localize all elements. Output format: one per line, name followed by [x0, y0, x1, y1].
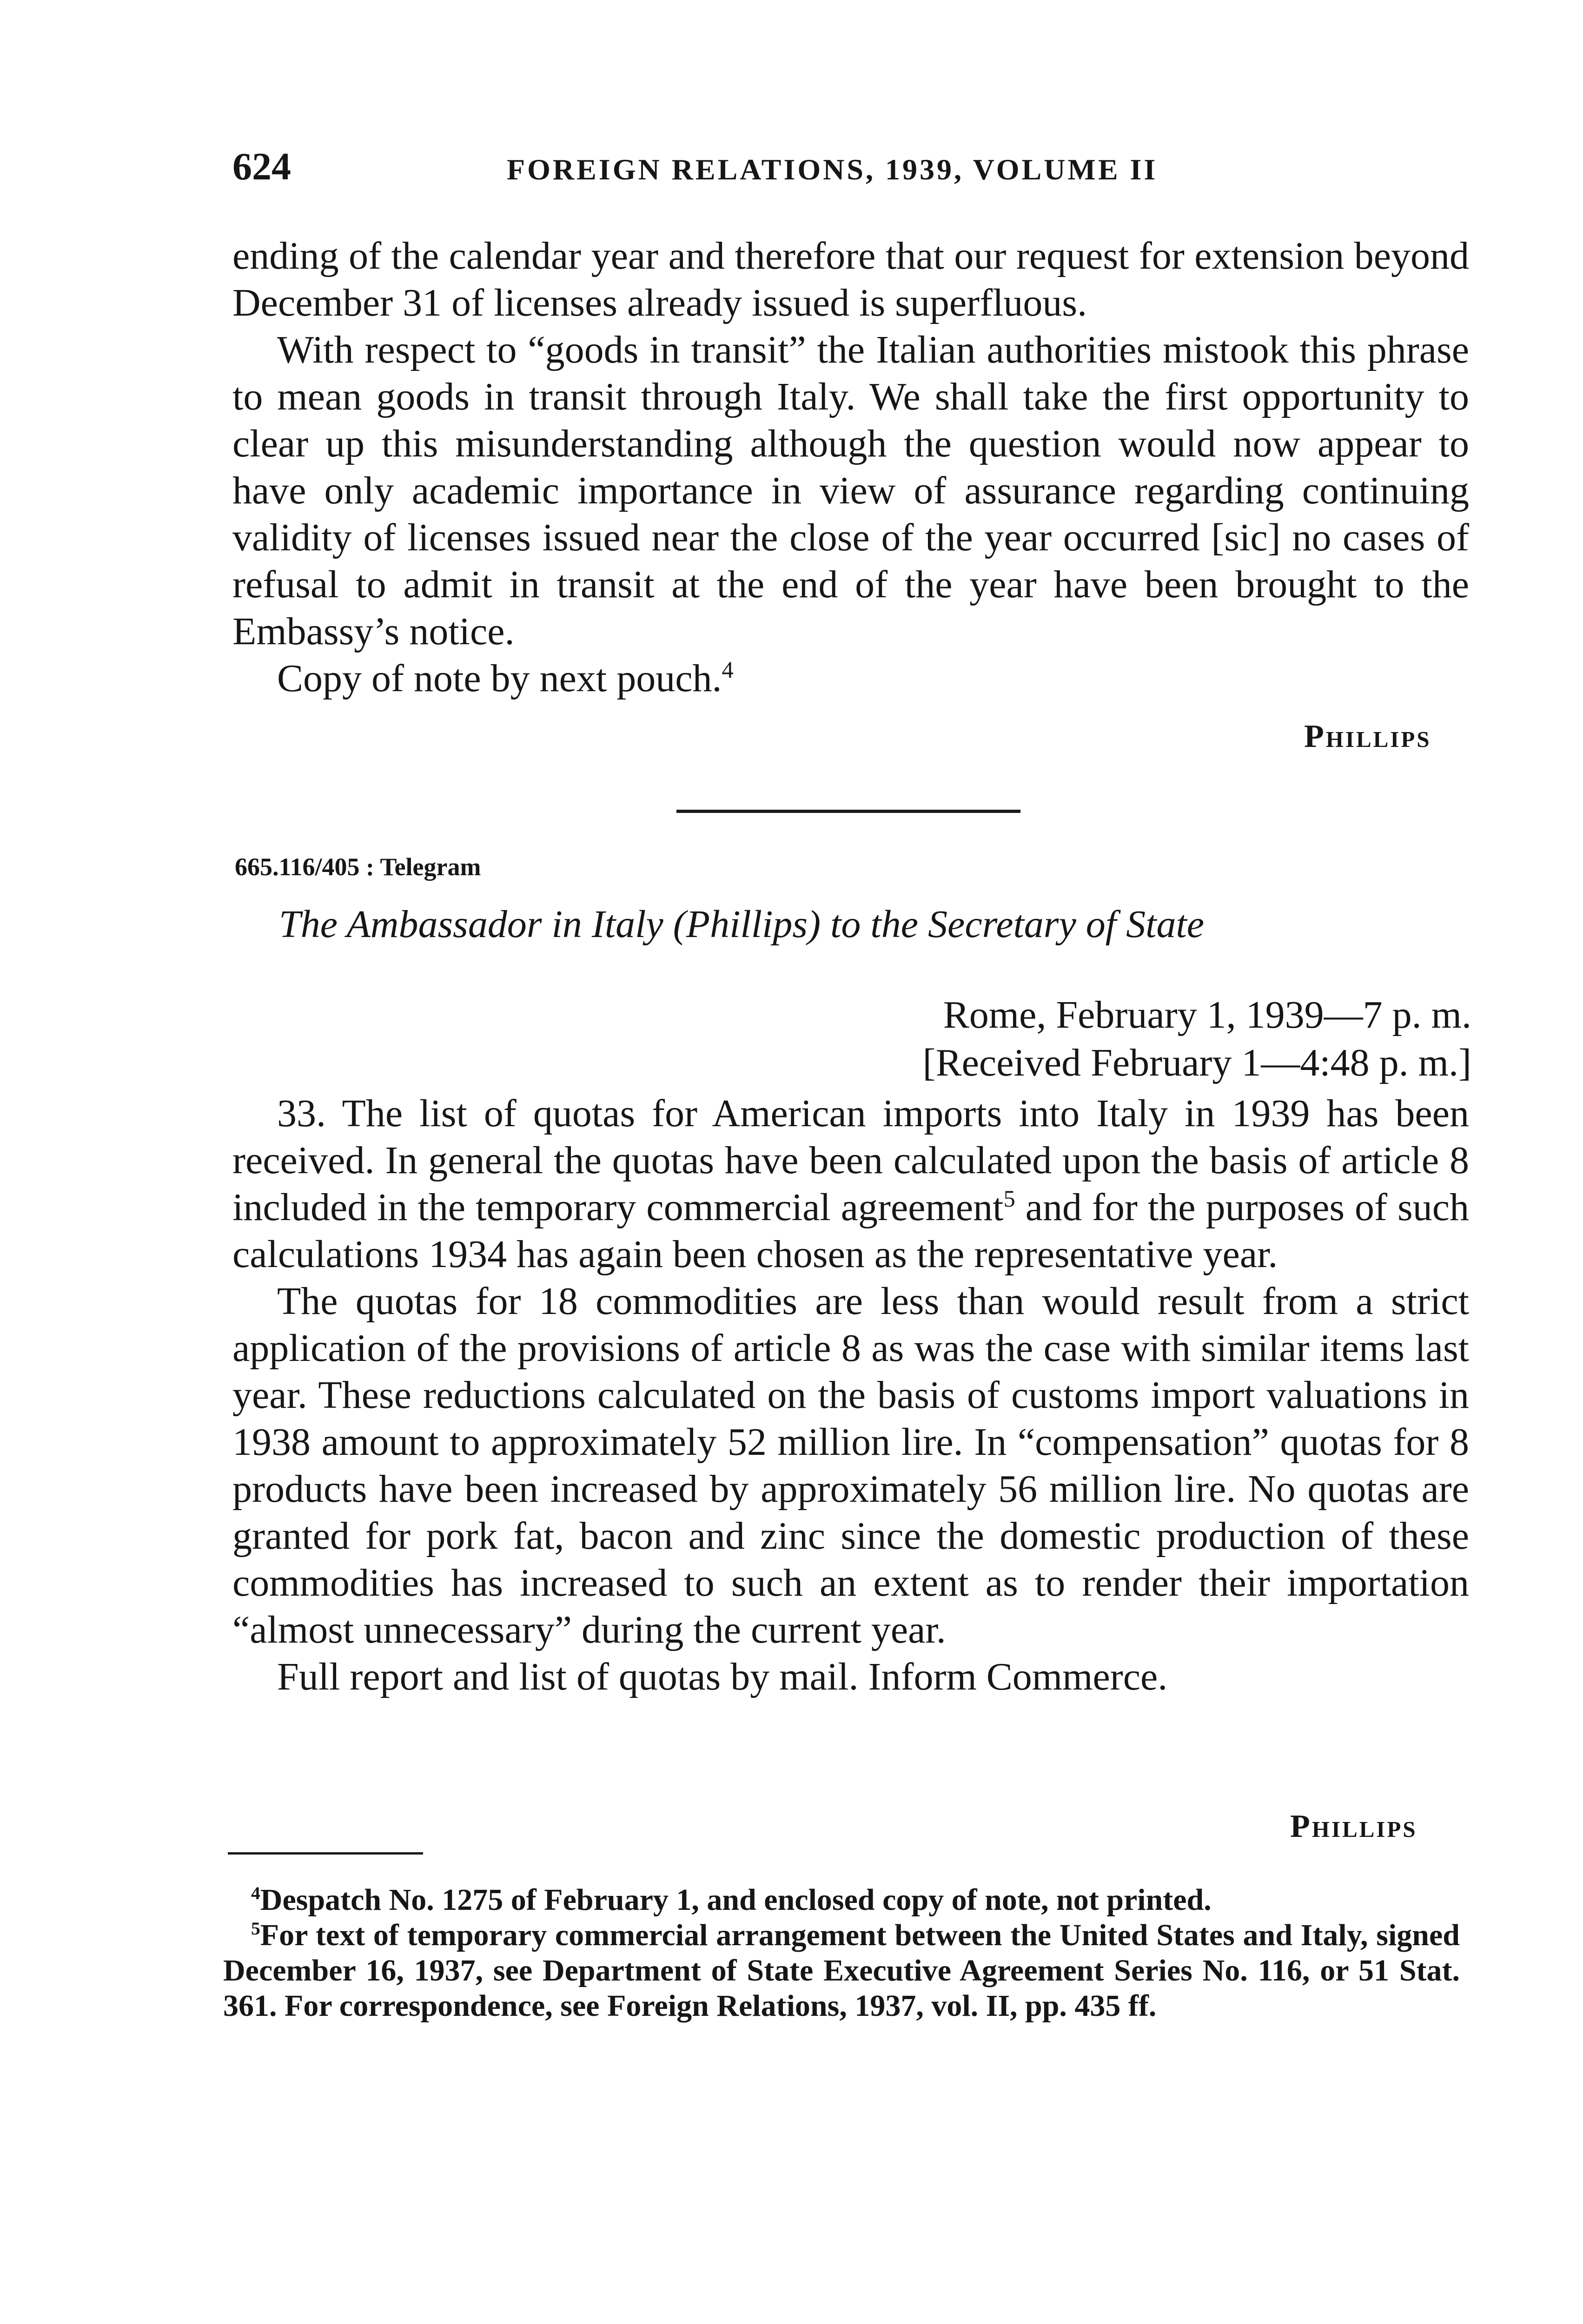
telegram-text [232, 1090, 1469, 1700]
section-divider [676, 810, 1020, 813]
continued-paragraph: ending of the calendar year and therefore that our request for extension beyond December 31 of licenses already issued is superfluous. [232, 234, 1469, 324]
footnote [223, 1882, 1460, 1918]
copy-of-note-text: Copy of note by next pouch. [277, 657, 722, 700]
footnote-mark: 5 [251, 1918, 260, 1939]
document-title: The Ambassador in Italy (Phillips) to the Secretary of State [279, 903, 1205, 946]
signature-phillips-1: Phillips [1304, 719, 1431, 754]
footnote-text: Despatch No. 1275 of February 1, and enclosed copy of note, not printed. [260, 1883, 1212, 1917]
footnote [223, 1918, 1460, 2024]
goods-in-transit-paragraph: With respect to “goods in transit” the Italian authorities mistook this phrase to mean goods in transit through Italy. We shall take the first opportunity to clear up this misunderstanding although the question would now appear to have only academic importance in view of assurance regarding continuing validity of licenses issued near the close of the year occurred [sic] no cases of refusal to admit in transit at the end of the year have been brought to the Embassy’s notice. [232, 328, 1469, 653]
footnote-rule [228, 1852, 423, 1855]
commodities-paragraph: The quotas for 18 commodities are less than would result from a strict application of the provisions of article 8 as was the case with similar items last year. These reductions calculated on the basis of customs import valuations in 1938 amount to approximately 52 million lire. In “compensation” quotas for 8 products have been increased by approximately 56 million lire. No quotas are granted for pork fat, bacon and zinc since the domestic production of these commodities has increased to such an extent as to render their importation “almost unnecessary” during the current year. [232, 1280, 1469, 1651]
copy-of-note-paragraph [232, 655, 1469, 702]
quotas-paragraph [232, 1090, 1469, 1278]
page-number: 624 [232, 145, 291, 188]
quotas-text-end: and for the purposes of such calculations 1934 has again been chosen as the representative year. [232, 1186, 1469, 1276]
footnote-ref-5: 5 [1003, 1186, 1015, 1212]
dateline: Rome, February 1, 1939—7 p. m. [943, 993, 1471, 1037]
received-note: [Received February 1—4:48 p. m.] [922, 1041, 1471, 1084]
file-reference: 665.116/405 : Telegram [235, 853, 481, 881]
footnotes [223, 1882, 1460, 2024]
footnote-mark: 4 [251, 1883, 260, 1903]
quotas-text-start: 33. The list of quotas for American imports into Italy in 1939 has been received. In general the quotas have been calculated upon the basis of article 8 included in the temporary commercial agreement [232, 1092, 1469, 1229]
footnote-ref-4: 4 [722, 657, 734, 683]
continued-telegram-text [232, 232, 1469, 702]
footnote-text: For text of temporary commercial arrangement between the United States and Italy, signed December 16, 1937, see Department of State Executive Agreement Series No. 116, or 51 Stat. 361. For correspondence, see Foreign Relations, 1937, vol. II, pp. 435 ff. [223, 1918, 1460, 2023]
running-head: FOREIGN RELATIONS, 1939, VOLUME II [507, 153, 1158, 186]
signature-phillips-2: Phillips [1290, 1809, 1417, 1844]
full-report-paragraph: Full report and list of quotas by mail. Inform Commerce. [277, 1655, 1168, 1698]
